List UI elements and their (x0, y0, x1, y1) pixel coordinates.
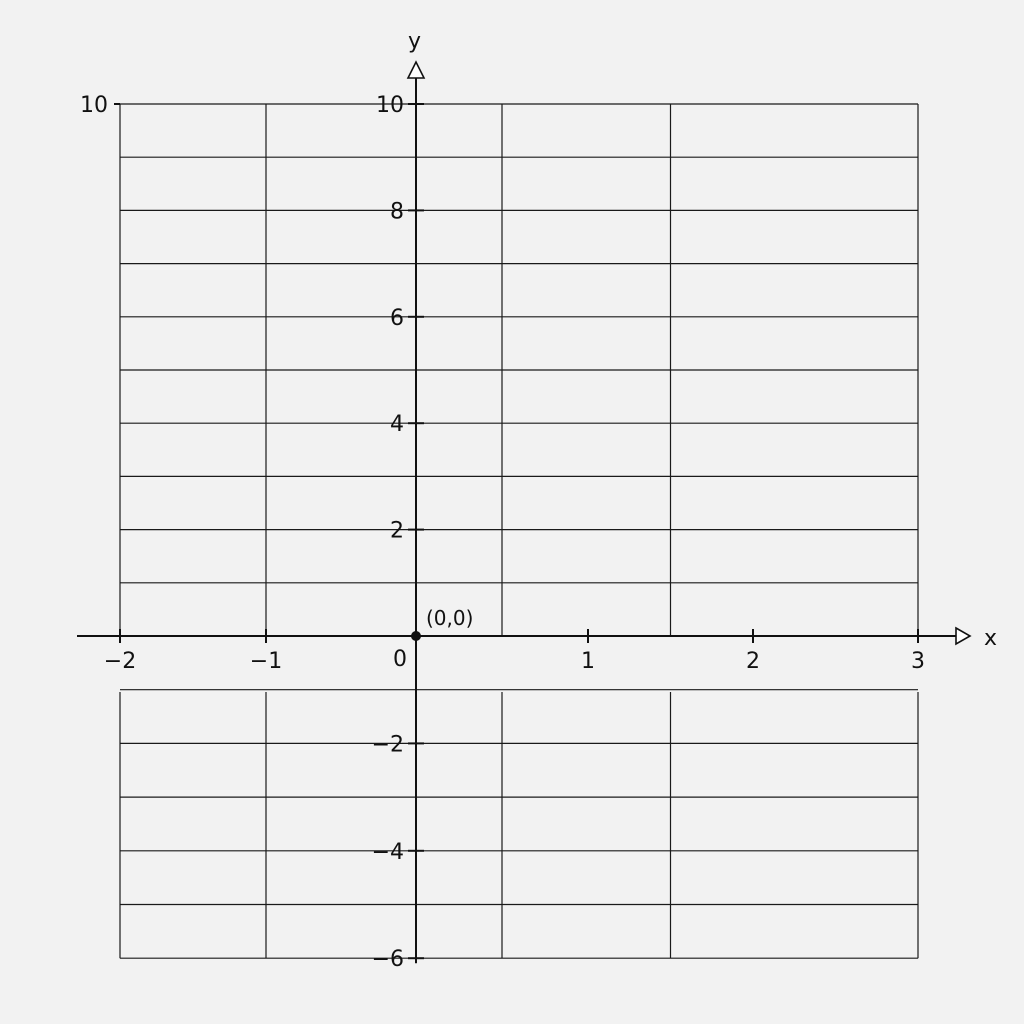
origin-label: 0 (393, 647, 407, 672)
y-tick-label: 8 (390, 199, 404, 225)
corner-y-label: 10 (80, 93, 108, 118)
x-tick-label: −1 (249, 649, 283, 674)
x-axis-label: x (984, 626, 998, 651)
x-tick-label: 2 (746, 649, 760, 674)
y-axis-label: y (408, 29, 422, 54)
y-tick-label: 2 (390, 518, 404, 544)
y-tick-label: −2 (371, 732, 404, 758)
y-tick-label: −4 (371, 839, 404, 865)
grid (120, 104, 918, 958)
data-point-label: (0,0) (426, 606, 474, 630)
ticks (114, 104, 918, 958)
x-tick-label: −2 (103, 649, 137, 674)
y-tick-label: 10 (376, 93, 404, 118)
x-axis-arrow-icon (956, 628, 970, 644)
data-point (411, 631, 421, 641)
x-tick-label: 1 (581, 649, 595, 674)
x-tick-label: 3 (911, 649, 925, 674)
y-axis-arrow-icon (408, 62, 424, 78)
y-tick-label: 6 (390, 305, 404, 331)
axes (77, 29, 997, 963)
y-tick-label: −6 (371, 947, 404, 973)
y-tick-label: 4 (390, 412, 404, 438)
